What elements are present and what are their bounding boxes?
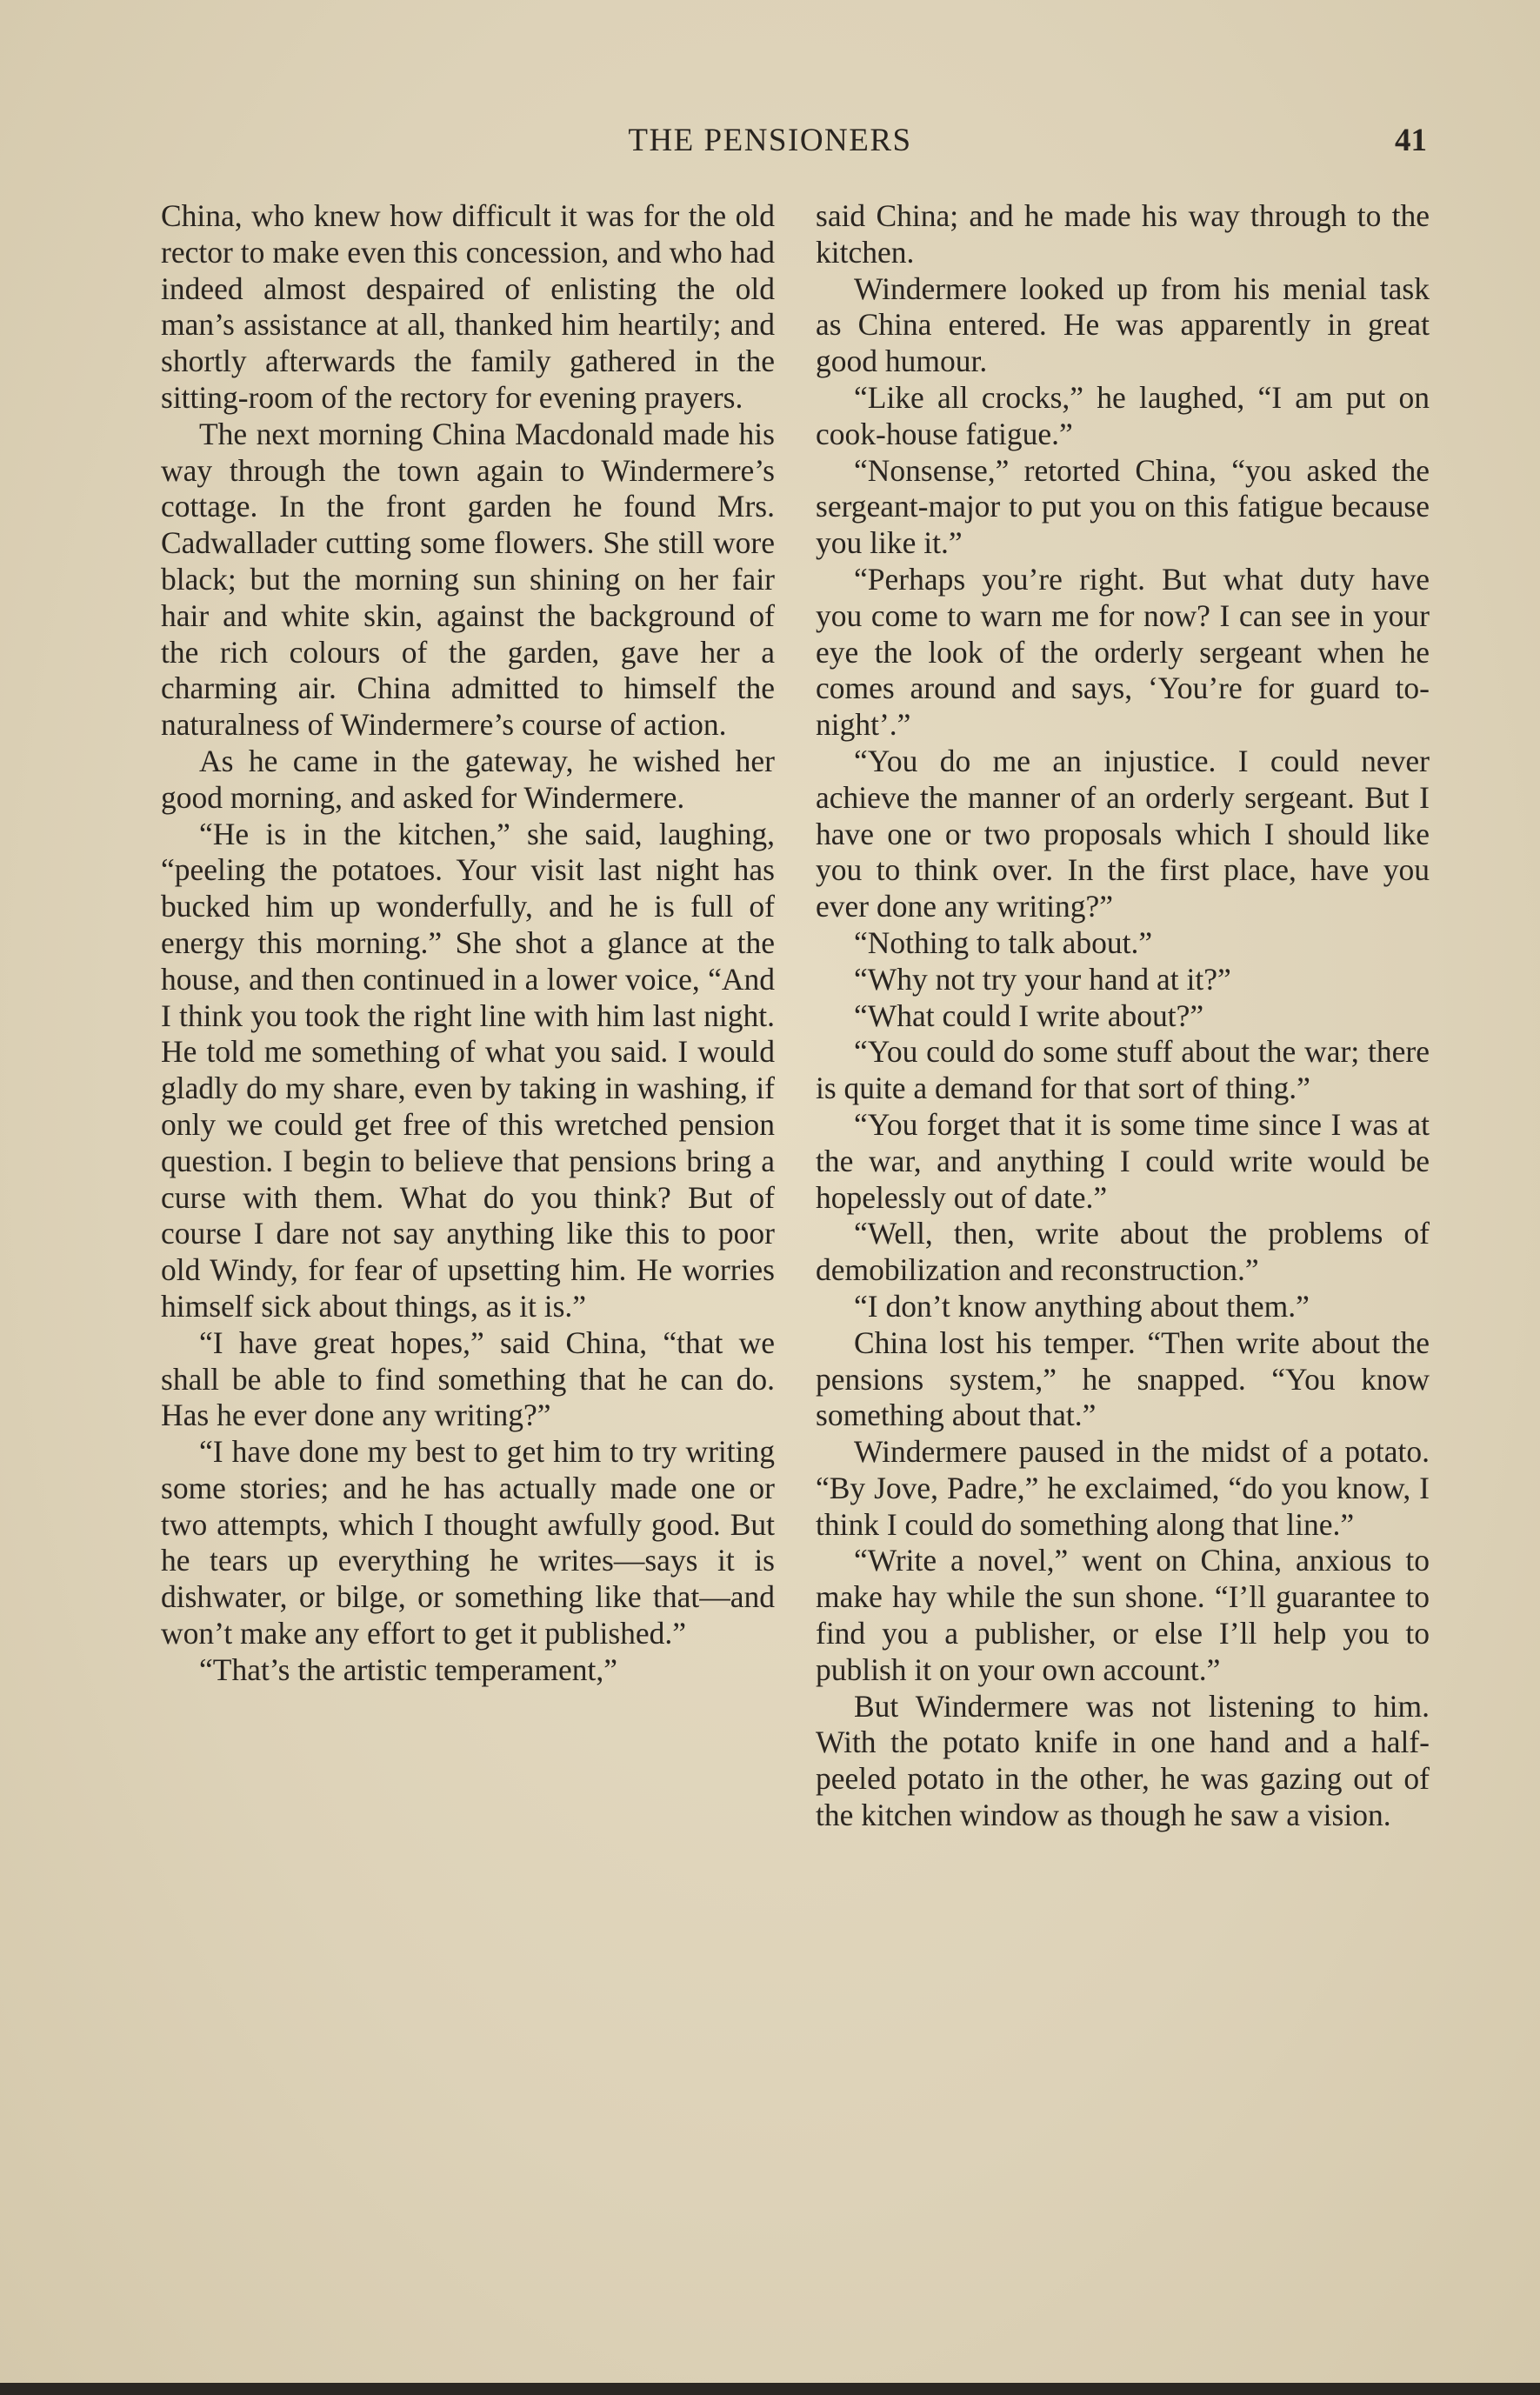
paragraph: “Nothing to talk about.” xyxy=(854,924,1153,960)
paragraph: “You do me an injustice. I could never achieve the manner of an orderly sergeant. But I have one or two proposals which I should like you to think over. In the first place, have you ever done any writing?” xyxy=(816,743,1430,924)
paragraph: said China; and he made his way through to the kitchen. xyxy=(816,198,1430,270)
page-bottom-edge xyxy=(0,2383,1540,2395)
running-head xyxy=(0,117,1540,165)
paragraph: “Why not try your hand at it?” xyxy=(854,961,1231,997)
paragraph: But Windermere was not listening to him. With the potato knife in one hand and a half-peeled potato in the other, he was gazing out of the kitchen window as though he saw a vision. xyxy=(816,1688,1430,1833)
right-column xyxy=(816,198,1430,1834)
paragraph: As he came in the gateway, he wished her good morning, and asked for Windermere. xyxy=(161,743,775,815)
paragraph: “Write a novel,” went on China, anxious to make hay while the sun shone. “I’ll guarantee to find you a publisher, or else I’ll help you to publish it on your own account.” xyxy=(816,1543,1430,1687)
paragraph: “He is in the kitchen,” she said, laughing, “peeling the potatoes. Your visit last night has bucked him up wonderfully, and he is full of energy this morning.” She shot a glance at the house, and then continued in a lower voice, “And I think you took the right line with him last night. He told me something of what you said. I would gladly do my share, even by taking in washing, if only we could get free of this wretched pension question. I begin to believe that pensions bring a curse with them. What do you think? But of course I dare not say anything like this to poor old Windy, for fear of upsetting him. He worries himself sick about things, as it is.” xyxy=(161,816,775,1324)
paragraph: “Well, then, write about the problems of demobilization and reconstruction.” xyxy=(816,1216,1430,1288)
paragraph: “Like all crocks,” he laughed, “I am put on cook-house fatigue.” xyxy=(816,379,1430,451)
running-title: THE PENSIONERS xyxy=(628,123,912,158)
paragraph: The next morning China Macdonald made his way through the town again to Windermere’s cottage. In the front garden he found Mrs. Cadwallader cutting some flowers. She still wore black; but the morning sun shining on her fair hair and white skin, against the background of the rich colours of the garden, gave her a charming air. China admitted to himself the naturalness of Windermere’s course of action. xyxy=(161,416,775,743)
page-number: 41 xyxy=(1395,123,1427,158)
paragraph: “That’s the artistic temperament,” xyxy=(199,1651,618,1687)
paragraph: “You could do some stuff about the war; there is quite a demand for that sort of thing.” xyxy=(816,1034,1430,1106)
paragraph: “Perhaps you’re right. But what duty have you come to warn me for now? I can see in your eye the look of the orderly sergeant when he comes around and says, ‘You’re for guard to-night’.” xyxy=(816,561,1430,743)
paragraph: Windermere paused in the midst of a potato. “By Jove, Padre,” he exclaimed, “do you know, I think I could do something along that line.” xyxy=(816,1434,1430,1542)
paragraph: Windermere looked up from his menial task as China entered. He was apparently in great good humour. xyxy=(816,270,1430,379)
paragraph: “You forget that it is some time since I was at the war, and anything I could write would be hopelessly out of date.” xyxy=(816,1106,1430,1215)
paragraph: “I don’t know anything about them.” xyxy=(854,1288,1310,1324)
paragraph: “I have great hopes,” said China, “that we shall be able to find something that he can do. Has he ever done any writing?” xyxy=(161,1324,775,1433)
paragraph: China, who knew how difficult it was for the old rector to make even this concession, and who had indeed almost despaired of enlisting the old man’s assistance at all, thanked him heartily; and shortly afterwards the family gathered in the sitting-room of the rectory for evening prayers. xyxy=(161,198,775,415)
paragraph: China lost his temper. “Then write about the pensions system,” he snapped. “You know something about that.” xyxy=(816,1324,1430,1433)
paragraph: “Nonsense,” retorted China, “you asked the sergeant-major to put you on this fatigue because you like it.” xyxy=(816,452,1430,561)
paragraph: “What could I write about?” xyxy=(854,997,1204,1033)
paragraph: “I have done my best to get him to try writing some stories; and he has actually made one or two attempts, which I thought awfully good. But he tears up everything he writes—says it is dishwater, or bilge, or something like that—and won’t make any effort to get it published.” xyxy=(161,1434,775,1651)
left-column xyxy=(161,198,775,1689)
